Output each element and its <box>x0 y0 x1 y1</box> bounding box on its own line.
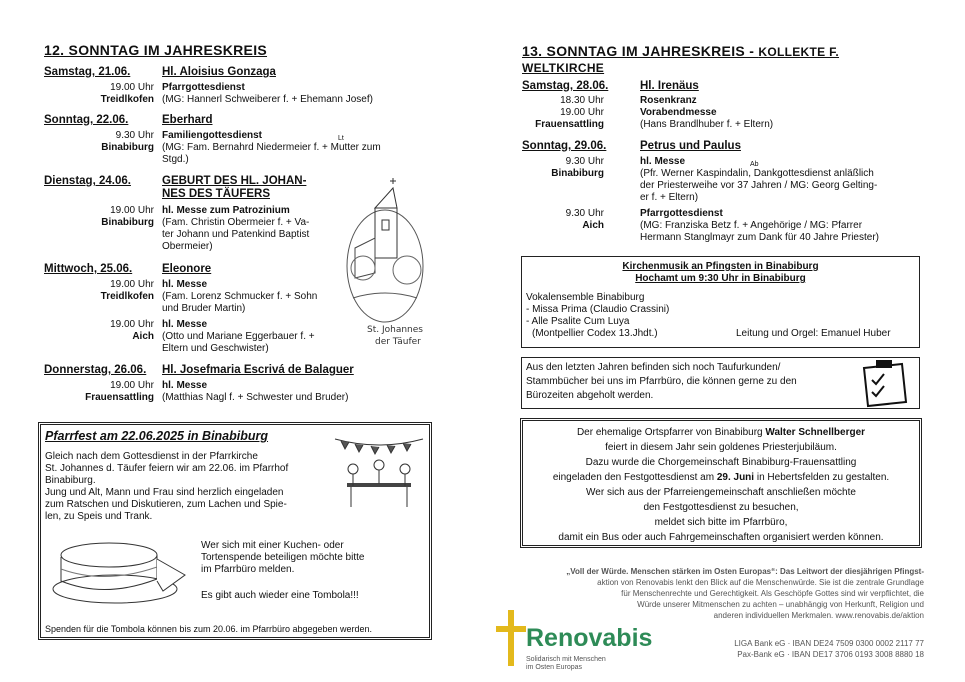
date-label: Dienstag, 24.06. <box>44 175 131 187</box>
mass-place: Treidlkofen <box>100 291 154 302</box>
mass-place: Treidlkofen <box>100 94 154 105</box>
date-label: Mittwoch, 25.06. <box>44 263 133 275</box>
mass-event: hl. Messe zum Patrozinium <box>162 205 290 216</box>
church-illustration <box>345 178 435 348</box>
fest-text: Gleich nach dem Gottesdienst in der Pfarrkirche <box>45 451 258 462</box>
mass-event: Vorabendmesse <box>640 107 717 118</box>
saint-label: NES DES TÄUFERS <box>162 188 270 200</box>
fest-text: Es gibt auch wieder eine Tombola!!! <box>201 590 359 601</box>
date-label: Sonntag, 22.06. <box>44 114 129 126</box>
renovabis-logo: Renovabis <box>526 624 653 652</box>
fest-text: Jung und Alt, Mann und Frau sind herzlich eingeladen <box>45 487 284 498</box>
music-text: - Alle Psalite Cum Luya <box>526 316 630 327</box>
mass-intention: (MG: Hannerl Schweiberer f. + Ehemann Josef) <box>162 94 373 105</box>
mass-place: Frauensattling <box>85 392 154 403</box>
music-heading: Hochamt um 9:30 Uhr in Binabiburg <box>635 273 806 284</box>
fest-text: im Pfarrbüro melden. <box>201 564 295 575</box>
mass-place: Binabiburg <box>101 142 154 153</box>
saint-label: Hl. Irenäus <box>640 80 699 92</box>
jubilee-text: Der ehemalige Ortspfarrer von Binabiburg Walter Schnellberger feiert in diesem Jahr sein goldenes Priesterjubiläum. Dazu wurde die Chorgemeinschaft Binabiburg-Frauensattling eingeladen den Festgottesdienst am 29. Juni in Hebertsfelden zu gestalten. Wer sich aus der Pfarreiengemeinschaft anschließen möchte den Festgottesdienst zu besuchen, meldet sich bitte im Pfarrbüro, damit ein Bus oder auch Fahrgemeinschaften organisiert werden können. <box>552 427 890 543</box>
mass-intention: (Matthias Nagl f. + Schwester und Bruder) <box>162 392 349 403</box>
mass-event: Pfarrgottesdienst <box>162 82 245 93</box>
mass-time: 19.00 Uhr <box>110 82 154 93</box>
saint-label: Hl. Aloisius Gonzaga <box>162 66 276 78</box>
mass-intention: ter Johann und Patenkind Baptist <box>162 229 310 240</box>
fest-text: Binabiburg. <box>45 475 96 486</box>
mass-place: Frauensattling <box>535 119 604 130</box>
mass-event: hl. Messe <box>162 319 208 330</box>
mass-time: 19.00 Uhr <box>110 279 154 290</box>
date-label: Samstag, 28.06. <box>522 80 609 92</box>
pfarrfest-title: Pfarrfest am 22.06.2025 in Binabiburg <box>45 429 269 443</box>
music-box <box>521 256 920 348</box>
mass-intention: er f. + Eltern) <box>640 192 699 203</box>
mass-intention: (MG: Franziska Betz f. + Angehörige / MG: Pfarrer <box>640 220 863 231</box>
mass-event: Familiengottesdienst <box>162 130 263 141</box>
mass-time: 9.30 Uhr <box>115 130 154 141</box>
mass-intention: (Fam. Christin Obermeier f. + Va- <box>162 217 310 228</box>
fest-text: St. Johannes d. Täufer feiern wir am 22.06. im Pfarrhof <box>45 463 289 474</box>
tauf-text: Stammbücher bei uns im Pfarrbüro, die können gerne zu den <box>526 376 797 387</box>
tauf-text: Aus den letzten Jahren befinden sich noch Taufurkunden/ <box>526 362 781 373</box>
taufurkunden-box <box>521 357 920 409</box>
party-illustration <box>333 431 425 513</box>
saint-label: Hl. Josefmaria Escrivá de Balaguer <box>162 364 354 376</box>
music-text: Leitung und Orgel: Emanuel Huber <box>736 328 891 339</box>
date-label: Samstag, 21.06. <box>44 66 131 78</box>
tombola-note: Spenden für die Tombola können bis zum 20.06. im Pfarrbüro abgegeben werden. <box>45 624 373 634</box>
mass-intention: Obermeier) <box>162 241 213 252</box>
mass-event: hl. Messe <box>640 156 686 167</box>
music-text: - Missa Prima (Claudio Crassini) <box>526 304 670 315</box>
mass-intention: (Hans Brandlhuber f. + Eltern) <box>640 119 774 130</box>
mass-time: 9.30 Uhr <box>565 156 604 167</box>
left-title: 12. SONNTAG IM JAHRESKREIS <box>44 42 268 58</box>
church-caption: St. Johannes <box>367 325 423 335</box>
renovabis-subtitle: Solidarisch mit Menschen im Osten Europas <box>526 656 606 671</box>
mass-intention: Stgd.) <box>162 154 189 165</box>
mass-event: Rosenkranz <box>640 95 697 106</box>
tauf-text: Bürozeiten abgeholt werden. <box>526 390 654 401</box>
right-title: 13. SONNTAG IM JAHRESKREIS - KOLLEKTE F. WELTKIRCHE <box>522 43 840 75</box>
mass-mark: Ab <box>750 161 759 168</box>
mass-intention: Eltern und Geschwister) <box>162 343 269 354</box>
fest-text: len, zu Speis und Trank. <box>45 511 153 522</box>
mass-place: Aich <box>582 220 604 231</box>
mass-mark: Lt <box>338 135 344 142</box>
music-heading: Kirchenmusik an Pfingsten in Binabiburg <box>622 261 819 272</box>
saint-label: Eberhard <box>162 114 213 126</box>
fest-text: Wer sich mit einer Kuchen- oder <box>201 540 344 551</box>
mass-intention: (Pfr. Werner Kaspindalin, Dankgottesdienst anläßlich <box>640 168 874 179</box>
mass-intention: und Bruder Martin) <box>162 303 246 314</box>
date-label: Donnerstag, 26.06. <box>44 364 147 376</box>
renovabis-cross-icon <box>496 608 526 668</box>
mass-place: Binabiburg <box>551 168 604 179</box>
mass-event: hl. Messe <box>162 279 208 290</box>
mass-place: Aich <box>132 331 154 342</box>
date-label: Sonntag, 29.06. <box>522 140 607 152</box>
mass-time: 19.00 Uhr <box>110 319 154 330</box>
church-caption: der Täufer <box>375 337 421 347</box>
clipboard-icon <box>852 354 912 410</box>
mass-intention: (Otto und Mariane Eggerbauer f. + <box>162 331 315 342</box>
fest-text: zum Ratschen und Diskutieren, zum Lachen und Spie- <box>45 499 287 510</box>
music-text: (Montpellier Codex 13.Jhdt.) <box>532 328 658 339</box>
fest-text: Tortenspende beteiligen möchte bitte <box>201 552 365 563</box>
priest-jubilee-box <box>520 418 922 548</box>
mass-event: hl. Messe <box>162 380 208 391</box>
mass-intention: Hermann Stanglmayr zum Dank für 40 Jahre Priester) <box>640 232 879 243</box>
mass-place: Binabiburg <box>101 217 154 228</box>
mass-intention: der Priesterweihe vor 37 Jahren / MG: Georg Gelting- <box>640 180 878 191</box>
mass-intention: (Fam. Lorenz Schmucker f. + Sohn <box>162 291 318 302</box>
cake-illustration <box>45 529 195 609</box>
music-text: Vokalensemble Binabiburg <box>526 292 645 303</box>
mass-time: 19.00 Uhr <box>110 205 154 216</box>
saint-label: Eleonore <box>162 263 212 275</box>
renovabis-text: „Voll der Würde. Menschen stärken im Osten Europas“: Das Leitwort der diesjährigen Pfingst- aktion von Renovabis lenkt den Blick auf die Menschenwürde. Sie ist die zentrale Grundlage für Menschenrechte und Gerechtigkeit. Als Geschöpfe Gottes sind wir verpflichtet, die Würde unserer Mitmenschen zu achten – unabhängig von Herkunft, Religion und anderen individuellen Merkmalen. www.renovabis.de/aktion <box>566 567 924 620</box>
mass-intention: (MG: Fam. Bernahrd Niedermeier f. + Mutter zum <box>162 142 381 153</box>
pfarrfest-box <box>38 422 432 640</box>
mass-time: 19.00 Uhr <box>110 380 154 391</box>
saint-label: Petrus und Paulus <box>640 140 741 152</box>
mass-time: 18.30 Uhr <box>560 95 604 106</box>
mass-time: 9.30 Uhr <box>565 208 604 219</box>
renovabis-ad <box>496 566 924 676</box>
mass-time: 19.00 Uhr <box>560 107 604 118</box>
mass-event: Pfarrgottesdienst <box>640 208 723 219</box>
saint-label: GEBURT DES HL. JOHAN- <box>162 175 307 187</box>
bank-details: LIGA Bank eG · IBAN DE24 7509 0300 0002 2117 77 Pax-Bank eG · IBAN DE17 3706 0193 3008 8880 18 <box>734 639 924 659</box>
